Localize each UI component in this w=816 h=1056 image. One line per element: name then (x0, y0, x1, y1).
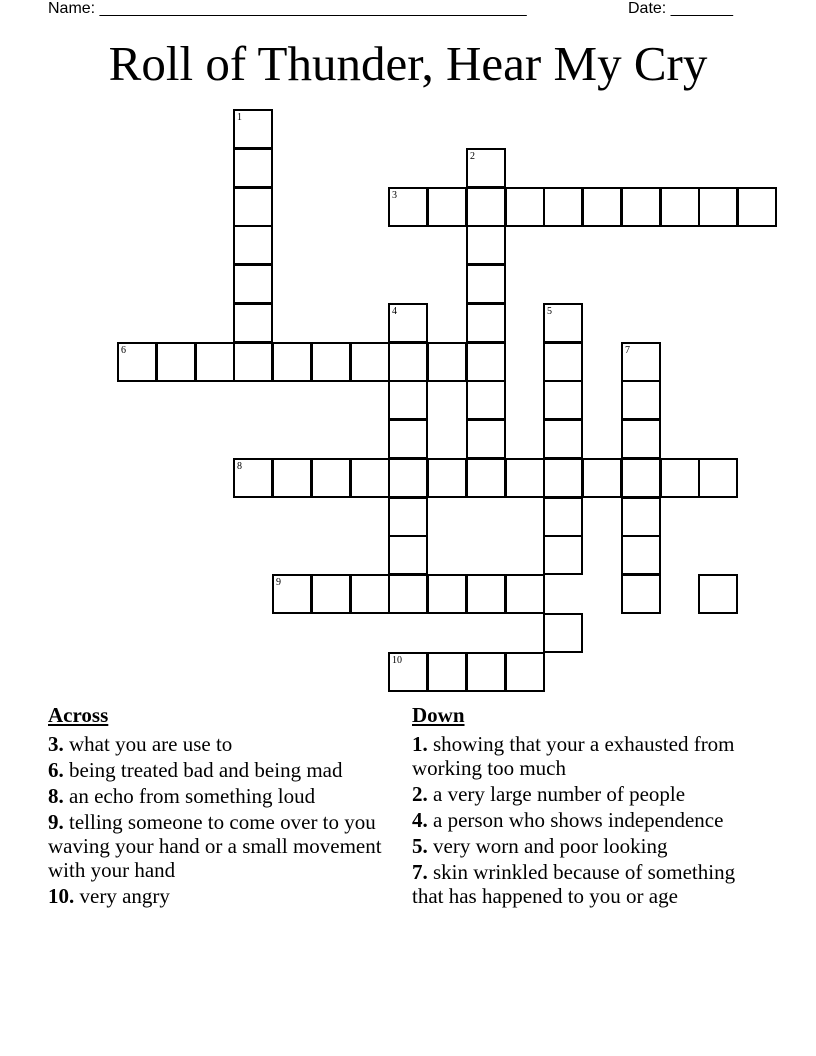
clue-down-4 (412, 808, 757, 832)
cell-number: 2 (470, 151, 475, 162)
clue-text: showing that your a exhausted from working too much (412, 732, 735, 780)
cell-number: 5 (547, 306, 552, 317)
clue-text: very angry (79, 884, 170, 908)
grid-cell[interactable] (505, 574, 545, 614)
grid-cell[interactable] (621, 380, 661, 420)
grid-cell[interactable] (543, 458, 583, 498)
grid-cell-3[interactable] (388, 187, 428, 227)
grid-cell[interactable] (388, 535, 428, 575)
grid-cell-9[interactable] (272, 574, 312, 614)
grid-cell[interactable] (543, 187, 583, 227)
grid-cell[interactable] (543, 497, 583, 537)
grid-cell[interactable] (621, 574, 661, 614)
clue-number: 6. (48, 758, 64, 782)
clue-text: very worn and poor looking (433, 834, 668, 858)
cell-number: 7 (625, 345, 630, 356)
cell-number: 9 (276, 577, 281, 588)
clue-text: an echo from something loud (69, 784, 316, 808)
cell-number: 4 (392, 306, 397, 317)
across-heading: Across (48, 703, 109, 727)
clue-number: 8. (48, 784, 64, 808)
clue-text: skin wrinkled because of something that has happened to you or age (412, 860, 736, 908)
cell-number: 10 (392, 655, 402, 666)
grid-cell[interactable] (272, 342, 312, 382)
grid-cell[interactable] (466, 225, 506, 265)
grid-cell[interactable] (543, 342, 583, 382)
grid-cell[interactable] (543, 613, 583, 653)
across-clues (48, 702, 393, 910)
grid-cell-2[interactable] (466, 148, 506, 188)
grid-cell[interactable] (233, 187, 273, 227)
name-field-label: Name: ________________________________________________ (48, 0, 527, 17)
grid-cell-10[interactable] (388, 652, 428, 692)
grid-cell[interactable] (505, 652, 545, 692)
clue-number: 2. (412, 782, 428, 806)
grid-cell[interactable] (505, 187, 545, 227)
grid-cell[interactable] (621, 497, 661, 537)
grid-cell[interactable] (427, 342, 467, 382)
grid-cell[interactable] (388, 380, 428, 420)
grid-cell[interactable] (427, 187, 467, 227)
grid-cell[interactable] (621, 187, 661, 227)
cell-number: 6 (121, 345, 126, 356)
clue-across-9 (48, 810, 393, 882)
clue-across-3 (48, 732, 393, 756)
cell-number: 3 (392, 190, 397, 201)
grid-cell[interactable] (621, 419, 661, 459)
clue-number: 1. (412, 732, 428, 756)
grid-cell[interactable] (350, 458, 390, 498)
grid-cell[interactable] (505, 458, 545, 498)
clue-text: telling someone to come over to you waving your hand or a small movement with your hand (48, 810, 382, 882)
puzzle-title: Roll of Thunder, Hear My Cry (108, 36, 708, 91)
grid-cell[interactable] (582, 458, 622, 498)
grid-cell-7[interactable] (621, 342, 661, 382)
grid-cell[interactable] (350, 574, 390, 614)
down-clues (412, 702, 757, 910)
grid-cell[interactable] (466, 419, 506, 459)
clue-down-5 (412, 834, 757, 858)
grid-cell[interactable] (698, 187, 738, 227)
grid-cell-5[interactable] (543, 303, 583, 343)
grid-cell[interactable] (233, 342, 273, 382)
grid-cell-1[interactable] (233, 109, 273, 149)
grid-cell[interactable] (698, 458, 738, 498)
clue-across-6 (48, 758, 393, 782)
grid-cell[interactable] (466, 380, 506, 420)
grid-cell[interactable] (427, 458, 467, 498)
clue-number: 5. (412, 834, 428, 858)
grid-cell[interactable] (388, 458, 428, 498)
grid-cell[interactable] (543, 380, 583, 420)
grid-cell[interactable] (388, 497, 428, 537)
grid-cell[interactable] (737, 187, 777, 227)
clue-text: what you are use to (69, 732, 233, 756)
grid-cell[interactable] (543, 419, 583, 459)
grid-cell[interactable] (466, 574, 506, 614)
clue-number: 7. (412, 860, 428, 884)
grid-cell[interactable] (466, 187, 506, 227)
grid-cell[interactable] (621, 535, 661, 575)
grid-cell[interactable] (195, 342, 235, 382)
grid-cell[interactable] (350, 342, 390, 382)
clue-down-1 (412, 732, 757, 780)
clue-down-7 (412, 860, 757, 908)
down-heading: Down (412, 703, 465, 727)
grid-cell-4[interactable] (388, 303, 428, 343)
grid-cell[interactable] (466, 458, 506, 498)
grid-cell[interactable] (311, 342, 351, 382)
clue-across-8 (48, 784, 393, 808)
grid-cell[interactable] (233, 225, 273, 265)
grid-cell[interactable] (582, 187, 622, 227)
clue-text: being treated bad and being mad (69, 758, 343, 782)
grid-cell[interactable] (660, 187, 700, 227)
grid-cell[interactable] (660, 458, 700, 498)
grid-cell[interactable] (698, 574, 738, 614)
grid-cell[interactable] (272, 458, 312, 498)
clue-number: 10. (48, 884, 75, 908)
grid-cell[interactable] (156, 342, 196, 382)
clue-number: 9. (48, 810, 64, 834)
grid-cell[interactable] (466, 652, 506, 692)
grid-cell[interactable] (427, 574, 467, 614)
grid-cell[interactable] (388, 419, 428, 459)
grid-cell[interactable] (466, 264, 506, 304)
grid-cell-8[interactable] (233, 458, 273, 498)
grid-cell[interactable] (311, 574, 351, 614)
clue-number: 4. (412, 808, 428, 832)
grid-cell[interactable] (388, 574, 428, 614)
clue-across-10 (48, 884, 393, 908)
grid-cell[interactable] (466, 342, 506, 382)
grid-cell[interactable] (466, 303, 506, 343)
grid-cell[interactable] (543, 535, 583, 575)
grid-cell-6[interactable] (117, 342, 157, 382)
date-field-label: Date: _______ (628, 0, 733, 17)
grid-cell[interactable] (233, 264, 273, 304)
cell-number: 1 (237, 112, 242, 123)
grid-cell[interactable] (621, 458, 661, 498)
clue-text: a person who shows independence (433, 808, 724, 832)
grid-cell[interactable] (233, 148, 273, 188)
cell-number: 8 (237, 461, 242, 472)
clue-number: 3. (48, 732, 64, 756)
grid-cell[interactable] (427, 652, 467, 692)
clue-text: a very large number of people (433, 782, 686, 806)
clue-down-2 (412, 782, 757, 806)
grid-cell[interactable] (311, 458, 351, 498)
grid-cell[interactable] (388, 342, 428, 382)
grid-cell[interactable] (233, 303, 273, 343)
